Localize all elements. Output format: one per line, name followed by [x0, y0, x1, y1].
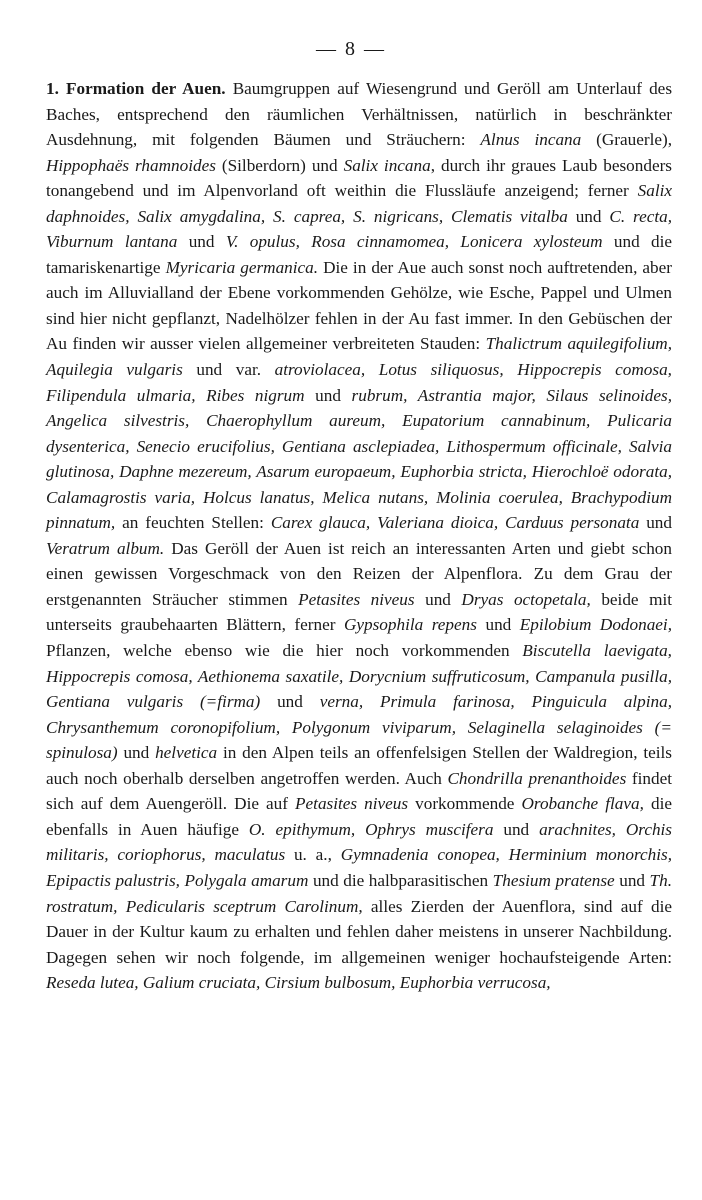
species-name: Thesium pratense [492, 870, 615, 890]
text-run: die ebenfalls in Auen häufige [46, 794, 672, 839]
species-name: Th. rostratum, Pedicularis sceptrum Carolinum, [46, 870, 672, 916]
species-name: Thalictrum aquilegifolium, Aquilegia vulgaris [46, 334, 672, 380]
text-run: und [639, 513, 672, 533]
species-name: Salix daphnoides, Salix amygdalina, S. caprea, S. nigricans, Clematis vitalba [46, 181, 672, 226]
text-run: alles Zierden der Auenflora, sind auf die Dauer in der Kultur kaum zu erhalten und fehlen daher meistens in unserer Nachbildung. Dagegen sehen wir noch folgende, im allgemeinen weniger hochaufsteigende Arten: [46, 896, 672, 967]
text-run: beide mit unterseits graubehaarten Blättern, ferner [46, 589, 673, 635]
text-run: und die tamariskenartige [46, 232, 672, 277]
text-run: findet sich auf dem Auengeröll. Die auf [46, 768, 673, 814]
species-name: Alnus incana [480, 130, 582, 150]
text-run: Die in der Aue auch sonst noch auftretenden, aber auch im Alluvialland der Ebene vorkommenden Gehölze, wie Esche, Pappel und Ulmen sind hier nicht gepflanzt, Nadelhölzer fehlen in der Au fast immer. In den Gebüschen der Au finden wir ausser vielen allgemeiner verbreiteten Stauden: [46, 257, 673, 354]
text-run: und die halbparasitischen [308, 870, 493, 890]
species-name: O. epithymum, Ophrys muscifera [248, 819, 494, 839]
text-run: und [567, 206, 610, 226]
species-name: Dryas octopetala, [461, 589, 591, 609]
species-name: Gypsophila repens [343, 615, 477, 635]
species-name: Salix incana [343, 155, 431, 175]
species-name: rubrum, Astrantia major, Silaus selinoides, Angelica silvestris, Chaerophyllum aureum, Eupatorium cannabinum, Pulicaria dysenterica, Senecio erucifolius, Gentiana asclepiadea, Lithospermum officinale, Salvia glutinosa, Daphne mezereum, Asarum europaeum, Euphorbia stricta, Hierochloë odorata, Calamagrostis varia, Holcus lanatus, Melica nutans, Molinia coerulea, Brachypodium pinnatum, [46, 385, 672, 533]
paragraph-text [46, 79, 672, 992]
species-name: Petasites niveus [298, 589, 415, 609]
species-name: atroviolacea, Lotus siliquosus, Hippocrepis comosa, Filipendula ulmaria, Ribes nigrum [46, 360, 672, 405]
text-run: an feuchten Stellen: [115, 513, 271, 533]
section-heading: 1. Formation der Auen. [46, 79, 226, 98]
text-run: Pflanzen, welche ebenso wie die hier noch vorkommenden [46, 641, 523, 661]
text-run: (Silberdorn) und [215, 155, 344, 175]
text-run: und var. [182, 360, 275, 380]
text-run: und [117, 743, 156, 763]
species-name: Reseda lutea, Galium cruciata, Cirsium bulbosum, Euphorbia verrucosa, [46, 973, 551, 993]
text-run: , durch ihr graues Laub besonders tonangebend und im Alpenvorland oft weithin die Flussläufe anzeigend; ferner [46, 155, 672, 201]
species-name: Myricaria germanica. [165, 257, 319, 277]
species-name: helvetica [155, 743, 218, 763]
species-name: verna, Primula farinosa, Pinguicula alpina, Chrysanthemum coronopifolium, Polygonum viviparum, Selaginella selaginoides (= spinulosa) [46, 692, 672, 763]
page-number: — 8 — [316, 38, 386, 60]
text-run: und [260, 692, 320, 712]
text-run: vorkommende [408, 794, 522, 814]
text-run: Das Geröll der Auen ist reich an interessanten Arten und giebt schon einen gewissen Vorgeschmack von den Reizen der Alpenflora. Zu dem Grau der erstgenannten Sträucher stimmen [46, 538, 672, 609]
text-run: in den Alpen teils an offenfelsigen Stellen der Waldregion, teils auch noch oberhalb derselben angetroffen werden. Auch [46, 743, 672, 788]
body-paragraph [46, 76, 672, 996]
species-name: Petasites niveus [295, 794, 409, 814]
species-name: V. opulus, Rosa cinnamomea, Lonicera xylosteum [225, 232, 603, 252]
text-run: Baumgruppen auf Wiesengrund und Geröll am Unterlauf des Baches, entsprechend den räumlichen Verhältnissen, natürlich in beschränkter Ausdehnung, mit folgenden Bäumen und Sträuchern: [46, 79, 673, 150]
text-run: und [177, 232, 226, 252]
species-name: Carex glauca, Valeriana dioica, Carduus personata [270, 513, 640, 533]
text-run: und [414, 589, 462, 609]
text-run: (Grauerle), [581, 130, 672, 150]
species-name: C. recta, Viburnum lantana [46, 206, 673, 252]
species-name: arachnites, Orchis militaris, coriophorus, maculatus [46, 819, 672, 865]
species-name: Epilobium Dodonaei, [519, 615, 672, 635]
species-name: Orobanche flava, [521, 794, 644, 814]
text-run: und [476, 615, 520, 635]
species-name: Gymnadenia conopea, Herminium monorchis, Epipactis palustris, Polygala amarum [46, 845, 672, 890]
text-run: u. a., [285, 845, 341, 865]
species-name: Chondrilla prenanthoides [447, 768, 627, 788]
species-name: Biscutella laevigata, Hippocrepis comosa, Aethionema saxatile, Dorycnium suffruticosum, Campanula pusilla, Gentiana vulgaris (=firma) [46, 641, 672, 712]
species-name: Veratrum album. [46, 538, 165, 558]
text-run: und [304, 385, 352, 405]
text-run: und [614, 870, 650, 890]
species-name: Hippophaës rhamnoides [46, 155, 216, 175]
text-run: und [493, 819, 540, 839]
